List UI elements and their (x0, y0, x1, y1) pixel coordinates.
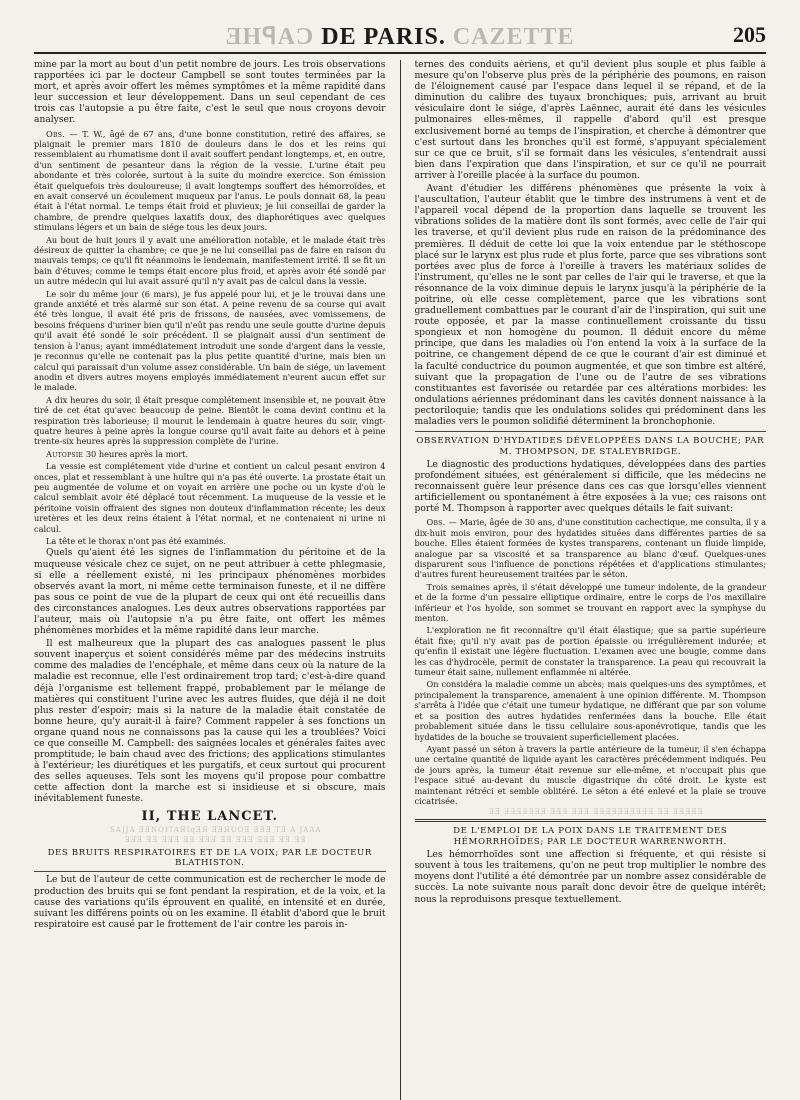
paragraph: Quels qu'aient été les signes de l'inflammation du péritoine et de la muqueuse vésicale chez ce sujet, on ne peut attribuer à cette phlegmasie, si elle a réellement existé, ni les principaux phénomènes morbides observés avant la mort, ni même cette terminaison funeste, et il ne diffère pas sous ce point de vue de la plupart de ceux qui ont été recueillis dans des circonstances analogues. Les deux autres observations rapportées par l'auteur, mais où l'autopsie n'a pu être faite, ont offert les mêmes phénomènes morbides et la même rapidité dans leur marche. (34, 548, 386, 637)
divider (415, 431, 767, 432)
section-title: II, THE LANCET. (141, 808, 278, 824)
paragraph: A dix heures du soir, il était presque complétement insensible et, ne pouvait être tiré de cet état qu'avec beaucoup de peine. Bientôt le coma devint continu et la respiration très laborieuse; il mourut le lendemain à quatre heures du soir, vingt-quatre heures à peine après la longue course qu'il avait faite au dehors et à peine trente-six heures après la suppression complète de l'urine. (34, 394, 386, 447)
bleed-through-line: ƎƎƎ ƎƎ ƎƎƎ ƎƎ ƎƎƎ ƎƎ ƎƎƎ ƎƎƎ ƎƎ ƎƎ (124, 835, 307, 844)
article-title: DES BRUITS RESPIRATOIRES ET DE LA VOIX; PAR LE DOCTEUR BLATHISTON. (47, 847, 372, 869)
paragraph: On considéra la maladie comme un abcès; mais quelques-uns des symptômes, et principalement la transparence, amenaient à une opinion différente. M. Thompson s'arrêta à l'idée que c'était une tumeur hydatique, ne différant que par son volume et sa position des autres hydatides renfermées dans la bouche. Elle était probablement située dans le tissu cellulaire sous-aponévrotique, tandis que les hydatides de la bouche se trouvaient superficiellement placées. (414, 679, 766, 742)
page-number: 205 (733, 22, 766, 47)
obs-label: Obs. — (46, 128, 79, 139)
observation-paragraph (415, 517, 767, 579)
obs-label: Obs. — (426, 517, 457, 528)
obs-text: T. W., âgé de 67 ans, d'une bonne constitution, retiré des affaires, se plaignait le premier mars 1810 de douleurs dans le dos et les reins qui ressemblaient au rhumatisme dont il avait souffert pendant longtemps, et, en outre, d'un sentiment de pesanteur dans la région de la vessie. L'urine était peu abondante et très colorée, surtout à la suite du moindre exercice. Son émission était quelquefois très douloureuse; il avait longtemps souffert des hémorroïdes, et en avait conservé un écoulement muqueux par l'anus. Le pouls donnait 68, la peau était à l'état normal. Le temps était froid et pluvieux; je lui conseillai de garder la chambre, de prendre quelques laxatifs doux, des diaphorétiques avec quelques stimulans légers et un bain de siége tous les deux jours. (34, 128, 386, 233)
bleed-through-line: ƎƎ ƎƎƎƎƎƎƎ ƎƎƎ ƎƎƎ ƎƎƎƎƎƎƎƎƎƎ ƎƎ ƎƎƎƎƎ (488, 808, 704, 817)
autopsy-paragraph (34, 449, 386, 459)
left-column (34, 60, 386, 1100)
paragraph: Le soir du même jour (6 mars), je fus appelé pour lui, et je le trouvai dans une grande anxiété et très alarmé sur son état. A peine revenu de sa course qui avait été très longue, il avait été pris de frissons, de nausées, avec vomissemens, de besoins fréquens d'uriner bien qu'il n'eût pas rendu une seule goutte d'urine depuis qu'il avait été sondé le soir précédent. Il se plaignait aussi d'un sentiment de tension à l'anus; ayant immédiatement introduit une sonde d'argent dans la vessie, je reconnus qu'elle ne contenait pas la plus petite quantité d'urine, mais bien un calcul qui paraissait d'un volume assez considérable. Un bain de siége, un lavement anodin et divers autres moyens employés immédiatement n'eurent aucun effet sur le malade. (34, 288, 386, 393)
paragraph: mine par la mort au bout d'un petit nombre de jours. Les trois observations rapportées ici par le docteur Campbell se sont toutes terminées par la mort, et après avoir offert les mêmes symptômes et la même rapidité dans leur succession et leur développement. Dans un seul cependant de ces trois cas l'autopsie a pu être faite, c'est le seul que nous croyons devoir analyser. (34, 60, 386, 126)
body-columns (34, 60, 766, 1100)
paragraph: L'exploration ne fit reconnaître qu'il était élastique; que sa partie supérieure était fixe; qu'il n'y avait pas de portion épaissie ou irrégulièrement indurée; et qu'enfin il existait une légère fluctuation. L'examen avec une bougie, comme dans les cas d'hydrocèle, permit de constater la transparence. La peau qui recouvrait la tumeur était saine, nullement enflammée ni altérée. (414, 625, 766, 678)
bleed-through-right: CAZETTE (452, 24, 575, 50)
paragraph: Trois semaines après, il s'était développé une tumeur indolente, de la grandeur et de la forme d'un pessaire elliptique ordinaire, entre le corps de l'os maxillaire inférieur et l'os hyoïde, son sommet se trouvant en rapport avec la symphyse du menton. (414, 581, 766, 624)
autopsy-label: Autopsie (46, 448, 84, 459)
bleed-through-left: ƎHꟼAƆ (225, 24, 315, 50)
column-divider (400, 60, 401, 1100)
article-title: DE L'EMPLOI DE LA POIX DANS LE TRAITEMENT DES HÉMORRHOÏDES; PAR LE DOCTEUR WARRENWORTH. (453, 826, 728, 847)
article-title: OBSERVATION D'HYDATIDES DÉVELOPPÉES DANS LA BOUCHE; PAR M. THOMPSON, DE STALEYBRIDGE. (416, 436, 765, 457)
paragraph: Le diagnostic des productions hydatiques, développées dans des parties profondément situées, est généralement si difficile, que les médecins ne reconnaissent guère leur présence dans ces cas que lorsqu'elles viennent artificiellement ou spontanément à être exposées à la vue; ces raisons ont porté M. Thompson à rapporter avec quelques détails le fait suivant: (414, 459, 766, 515)
paragraph: Ayant passé un séton à travers la partie antérieure de la tumeur, il s'en échappa une certaine quantité de liquide ayant les caractères précédemment indiqués. Peu de jours après, la tumeur était revenue sur elle-même, et n'occupait plus que l'espace situé au-devant du muscle digastrique du côté droit. Le kyste est maintenant rétréci et semble oblitéré. Le séton a été enlevé et la plaie se trouve cicatrisée. (414, 743, 766, 806)
paragraph: Avant d'étudier les différens phénomènes que présente la voix à l'auscultation, l'auteur établit que le timbre des instrumens à vent et de l'appareil vocal dépend de la proportion dans laquelle se trouvent les vibrations solides de la matière dont ils sont formés, avec celle de l'air qui les traverse, et qu'il devient plus rude en raison de la prédominance des premières. Il déduit de cette loi que la voix entendue par le stéthoscope placé sur le larynx est plus rude et plus forte, parce que ses vibrations sont portées avec plus de force à l'oreille à travers les matériaux solides de l'instrument, qu'elles ne le sont par celles de l'air qui le traverse, et que la résonnance de la voix diminue depuis le larynx jusqu'à la périphérie de la poitrine, où elle cesse complètement, parce que les vibrations sont graduellement combattues par le courant d'air de l'inspiration, qui suit une route opposée, et par la masse continuellement croissante du tissu spongieux et non homogène du poumon. Il déduit encore du même principe, que dans les maladies où l'on entend la voix à la surface de la poitrine, ce changement dépend de ce que le courant d'air est diminué et la faculté conductrice du poumon augmentée, et que son timbre est altéré, suivant que la propagation de l'une ou de l'autre de ses vibrations constituantes est favorisée ou retardée par ces altérations morbides: les ondulations aériennes prédominant dans les cavités donnent naissance à la pectoriloquie; tandis que les ondulations solides qui prédominent dans les maladies vers le poumon solidifié déterminent la bronchophonie. (414, 184, 766, 427)
bleed-through-line: SAJJA ƎƎNOITAЯIqƎЯ ƎƎЯUOƎ ƎƎƎ TƎ A JAAA (110, 825, 322, 834)
autopsy-text: 30 heures après la mort. (85, 448, 189, 459)
paragraph: Les hémorrhoïdes sont une affection si fréquente, et qui résiste si souvent à tous les traitemens, qu'on ne peut trop multiplier le nombre des moyens dont l'utilité a été démontrée par un nombre assez considérable de succès. La note suivante nous paraît donc devoir être de quelque intérêt; nous la reproduisons presque textuellement. (414, 850, 766, 905)
paragraph: ternes des conduits aériens, et qu'il devient plus souple et plus faible à mesure qu'on l'observe plus près de la périphérie des poumons, en raison de l'éloignement causé par l'espace dans lequel il se répand, et de la diminution du calibre des tuyaux bronchiques; puis, arrivant au bruit vésiculaire dont le siége, d'après Laënnec, aurait été dans les vésicules pulmonaires elles-mêmes, il rappelle d'abord qu'il est presque exclusivement borné au temps de l'inspiration, et cherche à démontrer que c'est surtout dans les bronches qu'il est formé, s'appuyant spécialement sur ce que ce bruit, s'il se formait dans les vésicules, s'entendrait aussi bien dans l'expiration que dans l'inspiration, et sur ce qu'il ne pourrait arriver à l'oreille placée à la surface du poumon. (414, 60, 766, 181)
paragraph: La tête et le thorax n'ont pas été examinés. (46, 536, 226, 546)
running-title (34, 22, 766, 51)
divider (34, 871, 386, 872)
page-header (34, 18, 766, 54)
obs-text: Marie, âgée de 30 ans, d'une constitution cachectique, me consulta, il y a dix-huit mois environ, pour des hydatides situées dans différentes parties de sa bouche. Elles étaient formées de kystes transparens, contenant un fluide limpide, analogue par sa viscosité et sa transparence au blanc d'œuf. Quelques-unes disparurent sous l'influence de ponctions répétées et d'applications stimulantes; d'autres furent heureusement traitées par le séton. (414, 517, 766, 580)
running-title-text: DE PARIS. (321, 24, 446, 50)
paragraph: La vessie est complétement vide d'urine et contient un calcul pesant environ 4 onces, plat et ressemblant à une huître qui n'a pas été ouverte. La prostate était un peu augmentée de volume et on voyait en arrière une poche ou un kyste d'où le calcul semblait avoir été déplacé tout récemment. La muqueuse de la vessie et le péritoine voisin offraient des signes non douteux d'inflammation récente; les deux uretères et les deux reins étaient à l'état normal, et ne contenaient ni urine ni calcul. (34, 461, 386, 534)
paragraph: Le but de l'auteur de cette communication est de rechercher le mode de production des bruits qui se font pendant la respiration, et de la voix, et la cause des variations qu'ils éprouvent en qualité, en intensité et en durée, suivant les différens points où on les examine. Il établit d'abord que le bruit respiratoire est causé par le frottement de l'air contre les parois in- (34, 875, 386, 930)
right-column (415, 60, 767, 1100)
paragraph: Il est malheureux que la plupart des cas analogues passent le plus souvent inaperçus et soient considérés même par des médecins instruits comme des maladies de l'encéphale, et même dans ceux où la nature de la maladie est reconnue, elle l'est ordinairement trop tard; c'est-à-dire quand déjà l'organisme est tellement frappé, probablement par le mélange de matières qui constituent l'urine avec les autres fluides, que déjà il ne doit plus rester d'espoir; mais si la nature de la maladie était constatée de bonne heure, qu'y aurait-il à faire? Comment rappeler à ses fonctions un organe quand nous ne connaissons pas la cause qui les a troublées? Voici ce que conseille M. Campbell: des saignées locales et générales faites avec promptitude; le bain chaud avec des frictions; des applications stimulantes à l'extérieur; les diurétiques et les purgatifs, et ceux surtout qui procurent des selles aqueuses. Tels sont les moyens qu'il propose pour combattre cette affection dont la marche est si insidieuse et si obscure, mais inévitablement funeste. (34, 639, 386, 805)
paragraph: Au bout de huit jours il y avait une amélioration notable, et le malade était très désireux de quitter la chambre; ce que je ne lui conseillai pas de faire en raison du mauvais temps; ce qu'il fit néanmoins le lendemain, manifestement irrité. Il se fit un bain d'étuves; comme le temps était encore plus froid, et après avoir été sondé par un autre médecin qui lui avait assuré qu'il n'y avait pas de calcul dans la vessie. (34, 234, 386, 287)
observation-paragraph (34, 129, 386, 233)
divider (415, 819, 767, 822)
